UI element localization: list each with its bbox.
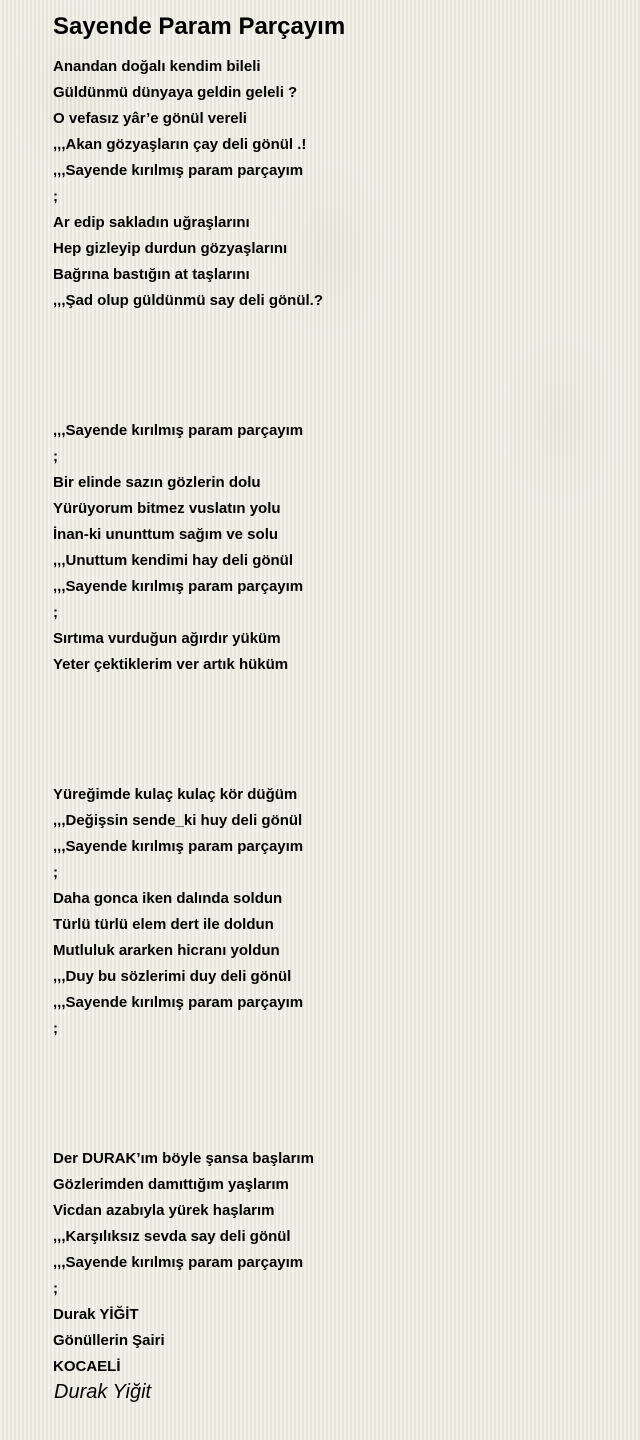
- poem-line: ,,,Şad olup güldünmü say deli gönül.?: [53, 292, 323, 309]
- blank-line: [53, 392, 613, 418]
- poem-line: ;: [53, 1280, 58, 1297]
- blank-line: [53, 1120, 613, 1146]
- poem-line: Bağrına bastığın at taşlarını: [53, 266, 250, 283]
- poem-line: ;: [53, 1020, 58, 1037]
- poem-line: Yüreğimde kulaç kulaç kör düğüm: [53, 786, 298, 803]
- blank-line: [53, 314, 613, 340]
- blank-line: [53, 756, 613, 782]
- blank-line: [53, 730, 613, 756]
- poem-line: ;: [53, 448, 58, 465]
- poem-line: Gözlerimden damıttığım yaşlarım: [53, 1176, 289, 1193]
- author-signature: Durak Yiğit: [54, 1381, 152, 1403]
- blank-line: [53, 704, 613, 730]
- blank-line: [53, 1068, 613, 1094]
- poem-line: Mutluluk ararken hicranı yoldun: [53, 942, 280, 959]
- poem-line: Güldünmü dünyaya geldin geleli ?: [53, 84, 298, 101]
- blank-line: [53, 366, 613, 392]
- poem-line: ,,,Sayende kırılmış param parçayım: [53, 994, 304, 1011]
- poem-line: İnan-ki ununttum sağım ve solu: [53, 526, 279, 543]
- poem-line: O vefasız yâr’e gönül vereli: [53, 110, 247, 127]
- poem-line: ;: [53, 864, 58, 881]
- poem-line: ;: [53, 188, 58, 205]
- poem-line: ,,,Duy bu sözlerimi duy deli gönül: [53, 968, 292, 985]
- poem-line: Der DURAK’ım böyle şansa başlarım: [53, 1150, 314, 1167]
- poem-line: ,,,Değişsin sende_ki huy deli gönül: [53, 812, 303, 829]
- poem-line: Ar edip sakladın uğraşlarını: [53, 214, 250, 231]
- blank-line: [53, 1042, 613, 1068]
- poem-line: ;: [53, 604, 58, 621]
- blank-line: [53, 340, 613, 366]
- poem-line: Sırtıma vurduğun ağırdır yüküm: [53, 630, 281, 647]
- poem-line: ,,,Akan gözyaşların çay deli gönül .!: [53, 136, 307, 153]
- poem-line: Gönüllerin Şairi: [53, 1332, 165, 1349]
- poem-line: Daha gonca iken dalında soldun: [53, 890, 283, 907]
- poem-line: Anandan doğalı kendim bileli: [53, 58, 261, 75]
- poem-line: ,,,Sayende kırılmış param parçayım: [53, 162, 304, 179]
- poem-body: [53, 54, 613, 1380]
- poem-line: Yeter çektiklerim ver artık hüküm: [53, 656, 289, 673]
- poem-line: ,,,Unuttum kendimi hay deli gönül: [53, 552, 294, 569]
- poem-line: Durak YİĞİT: [53, 1306, 139, 1323]
- poem-line: ,,,Sayende kırılmış param parçayım: [53, 1254, 304, 1271]
- poem-line: Bir elinde sazın gözlerin dolu: [53, 474, 261, 491]
- poem-line: KOCAELİ: [53, 1358, 121, 1375]
- poem-line: Hep gizleyip durdun gözyaşlarını: [53, 240, 288, 257]
- poem-line: Vicdan azabıyla yürek haşlarım: [53, 1202, 275, 1219]
- poem-line: ,,,Sayende kırılmış param parçayım: [53, 578, 304, 595]
- poem-line: Yürüyorum bitmez vuslatın yolu: [53, 500, 281, 517]
- blank-line: [53, 678, 613, 704]
- poem-line: Türlü türlü elem dert ile doldun: [53, 916, 274, 933]
- poem-line: ,,,Karşılıksız sevda say deli gönül: [53, 1228, 291, 1245]
- blank-line: [53, 1094, 613, 1120]
- poem-title: Sayende Param Parçayım: [53, 13, 346, 40]
- poem-line: ,,,Sayende kırılmış param parçayım: [53, 838, 304, 855]
- poem-line: ,,,Sayende kırılmış param parçayım: [53, 422, 304, 439]
